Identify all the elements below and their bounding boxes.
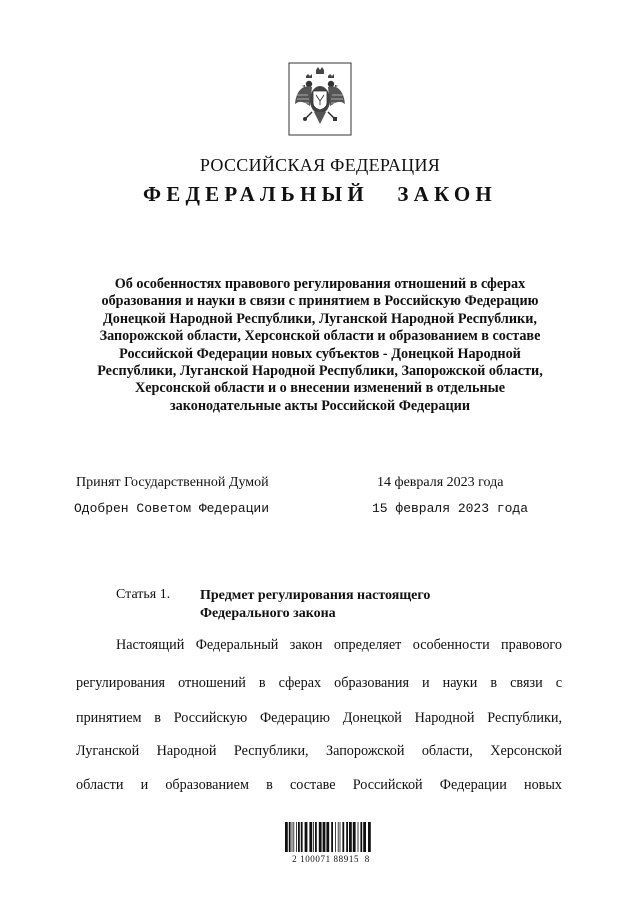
barcode-bar xyxy=(289,822,291,852)
article-title-line: Предмет регулирования настоящего xyxy=(200,588,431,603)
barcode-bar xyxy=(309,822,312,852)
barcode-number: 2 100071 88915 8 xyxy=(292,854,370,864)
barcode-bar xyxy=(346,822,348,852)
barcode-icon xyxy=(283,822,373,852)
duma-adoption-date: 14 февраля 2023 года xyxy=(377,475,504,490)
article-title xyxy=(200,587,430,623)
barcode-bar xyxy=(298,822,300,852)
body-text-line: Луганской Народной Республики, Запорожской области, Херсонской xyxy=(76,743,562,759)
barcode-bar xyxy=(296,822,297,852)
barcode-bar xyxy=(349,822,352,852)
council-approval-date: 15 февраля 2023 года xyxy=(372,501,529,516)
document-type: ФЕДЕРАЛЬНЫЙ ЗАКОН xyxy=(143,182,497,206)
barcode-bar xyxy=(335,822,336,852)
country-name: РОССИЙСКАЯ ФЕДЕРАЦИЯ xyxy=(199,155,441,175)
barcode-bar xyxy=(368,822,371,852)
body-text-line: области и образованием в составе Российской Федерации новых xyxy=(76,777,562,793)
law-title-line: Херсонской области и о внесении изменений в отдельные xyxy=(134,380,506,397)
barcode-bar xyxy=(340,822,341,852)
body-text-line: регулирования отношений в сферах образования и науки в связи с xyxy=(76,675,562,691)
barcode-bar xyxy=(313,822,314,852)
council-approval-label: Одобрен Советом Федерации xyxy=(74,501,270,516)
barcode-bar xyxy=(360,822,362,852)
barcode-bar xyxy=(358,822,359,852)
barcode-bar xyxy=(342,822,344,852)
body-text-line: Настоящий Федеральный закон определяет особенности правового xyxy=(116,637,562,653)
barcode-bar xyxy=(363,822,366,852)
coat-of-arms-icon xyxy=(288,62,352,136)
article-title-line: Федерального закона xyxy=(200,606,336,621)
law-title-line: Запорожской области, Херсонской области и образованием в составе xyxy=(99,328,541,345)
barcode-bar xyxy=(292,822,293,852)
law-title-line: Российской Федерации новых субъектов - Донецкой Народной xyxy=(119,345,521,362)
barcode-bar xyxy=(353,822,356,852)
barcode-bar xyxy=(326,822,329,852)
barcode-bar xyxy=(315,822,317,852)
law-title-line: Об особенностях правового регулирования отношений в сферах xyxy=(114,276,526,292)
law-title-line: образования и науки в связи с принятием в Российскую Федерацию xyxy=(101,293,539,310)
article-number: Статья 1. xyxy=(116,587,171,602)
barcode-bar xyxy=(338,822,339,852)
law-title-line: Республики, Луганской Народной Республики, Запорожской области, xyxy=(97,363,543,380)
duma-adoption-label: Принят Государственной Думой xyxy=(76,475,269,490)
law-title-line: Донецкой Народной Республики, Луганской Народной Республики, xyxy=(103,310,537,327)
barcode-bar xyxy=(323,822,326,852)
barcode-bar xyxy=(331,822,333,852)
barcode-bar xyxy=(305,822,308,852)
barcode-bar xyxy=(285,822,288,852)
law-title-line: законодательные акты Российской Федерации xyxy=(169,397,471,414)
barcode-bar xyxy=(293,822,294,852)
body-text-line: принятием в Российскую Федерацию Донецкой Народной Республики, xyxy=(76,710,562,726)
barcode-bar xyxy=(301,822,303,852)
law-title xyxy=(70,276,570,415)
barcode-bar xyxy=(319,822,322,852)
